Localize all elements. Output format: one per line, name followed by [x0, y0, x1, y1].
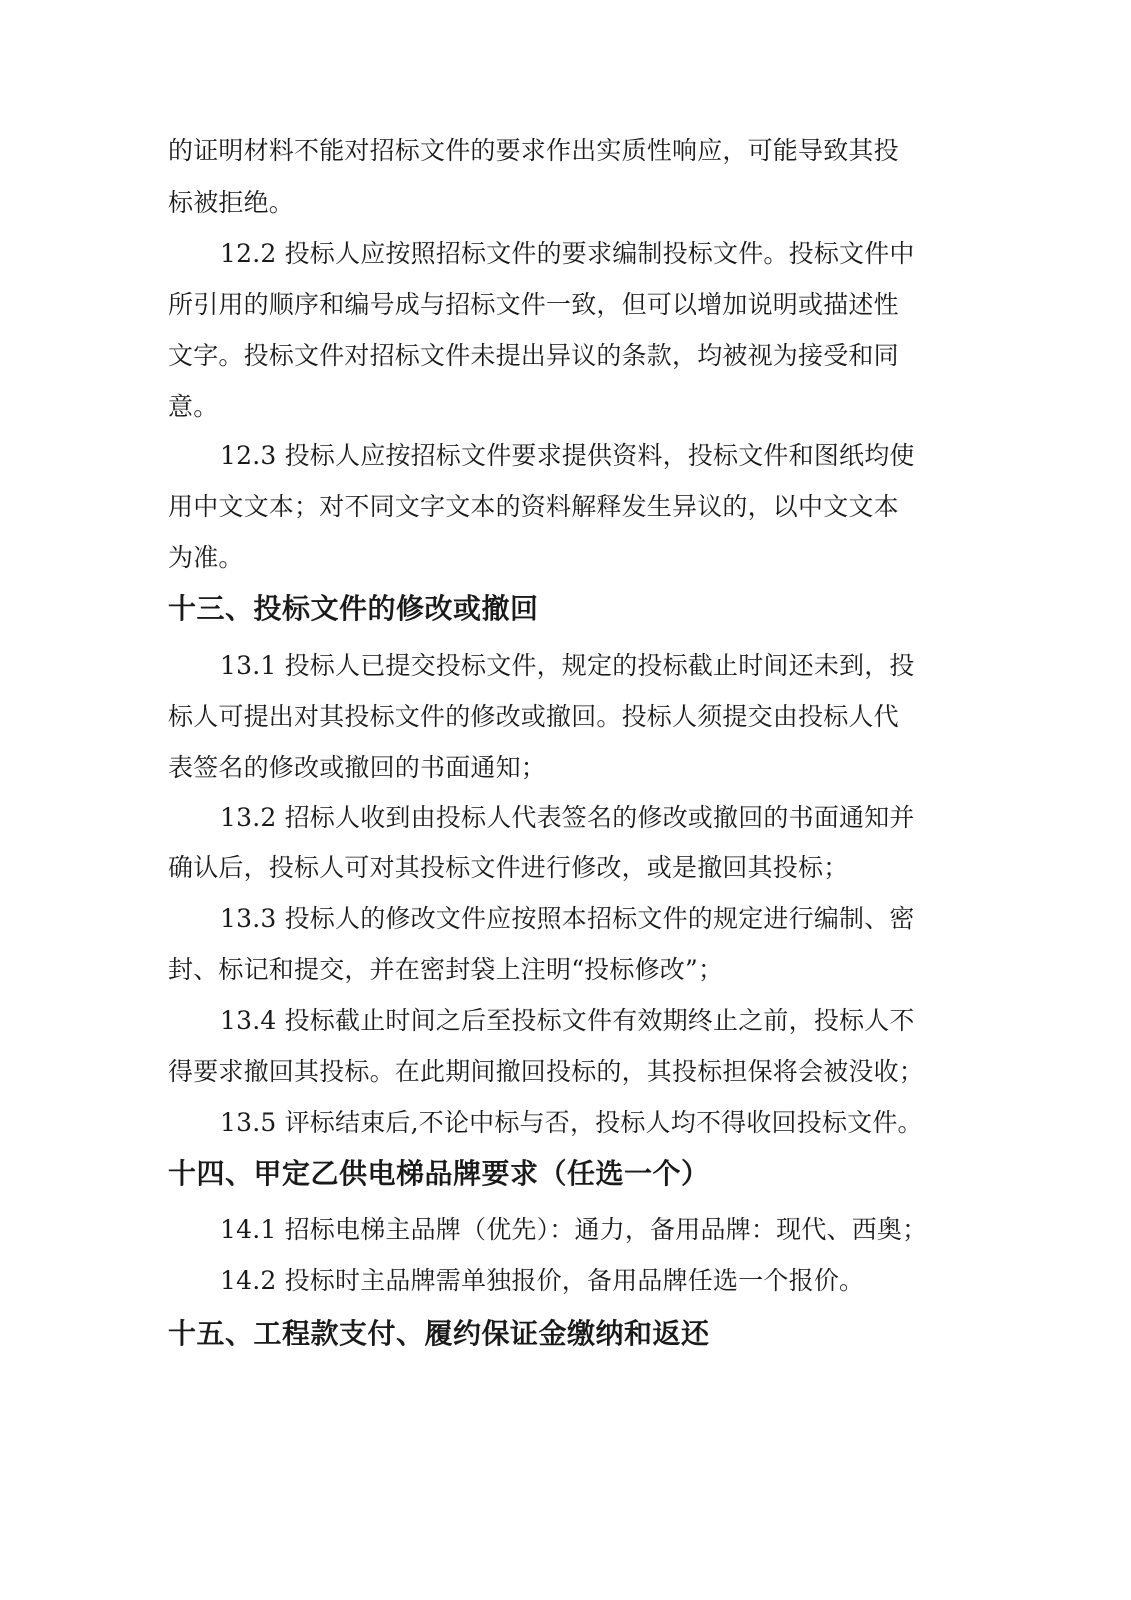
paragraph-line: 意。	[168, 392, 219, 421]
paragraph-line: 确认后，投标人可对其投标文件进行修改，或是撤回其投标；	[168, 853, 849, 882]
paragraph-line: 所引用的顺序和编号成与招标文件一致，但可以增加说明或描述性	[168, 290, 899, 319]
paragraph-line: 12.3 投标人应按招标文件要求提供资料，投标文件和图纸均使	[220, 441, 915, 470]
paragraph-line: 12.2 投标人应按照招标文件的要求编制投标文件。投标文件中	[220, 239, 915, 268]
section-heading: 十五、工程款支付、履约保证金缴纳和返还	[168, 1317, 710, 1350]
paragraph-line: 13.5 评标结束后,不论中标与否，投标人均不得收回投标文件。	[220, 1108, 923, 1137]
paragraph-line: 封、标记和提交，并在密封袋上注明“投标修改”；	[168, 955, 724, 984]
paragraph-line: 14.2 投标时主品牌需单独报价，备用品牌任选一个报价。	[220, 1266, 865, 1295]
paragraph-line: 13.3 投标人的修改文件应按照本招标文件的规定进行编制、密	[220, 904, 915, 933]
paragraph-line: 标人可提出对其投标文件的修改或撤回。投标人须提交由投标人代	[168, 702, 899, 731]
paragraph-line: 14.1 招标电梯主品牌（优先）：通力，备用品牌：现代、西奥；	[220, 1215, 928, 1244]
paragraph-line: 标被拒绝。	[168, 188, 295, 217]
section-heading: 十四、甲定乙供电梯品牌要求（任选一个）	[168, 1157, 710, 1190]
paragraph-line: 13.2 招标人收到由投标人代表签名的修改或撤回的书面通知并	[220, 803, 915, 832]
paragraph-line: 文字。投标文件对招标文件未提出异议的条款，均被视为接受和同	[168, 341, 899, 370]
section-heading: 十三、投标文件的修改或撤回	[168, 592, 539, 625]
paragraph-line: 的证明材料不能对招标文件的要求作出实质性响应，可能导致其投	[168, 136, 899, 165]
paragraph-line: 13.1 投标人已提交投标文件，规定的投标截止时间还未到，投	[220, 651, 915, 680]
paragraph-line: 得要求撤回其投标。在此期间撤回投标的，其投标担保将会被没收；	[168, 1057, 925, 1086]
paragraph-line: 用中文文本；对不同文字文本的资料解释发生异议的，以中文文本	[168, 492, 899, 521]
paragraph-line: 表签名的修改或撤回的书面通知；	[168, 753, 547, 782]
paragraph-line: 13.4 投标截止时间之后至投标文件有效期终止之前，投标人不	[220, 1006, 915, 1035]
paragraph-line: 为准。	[168, 543, 244, 572]
